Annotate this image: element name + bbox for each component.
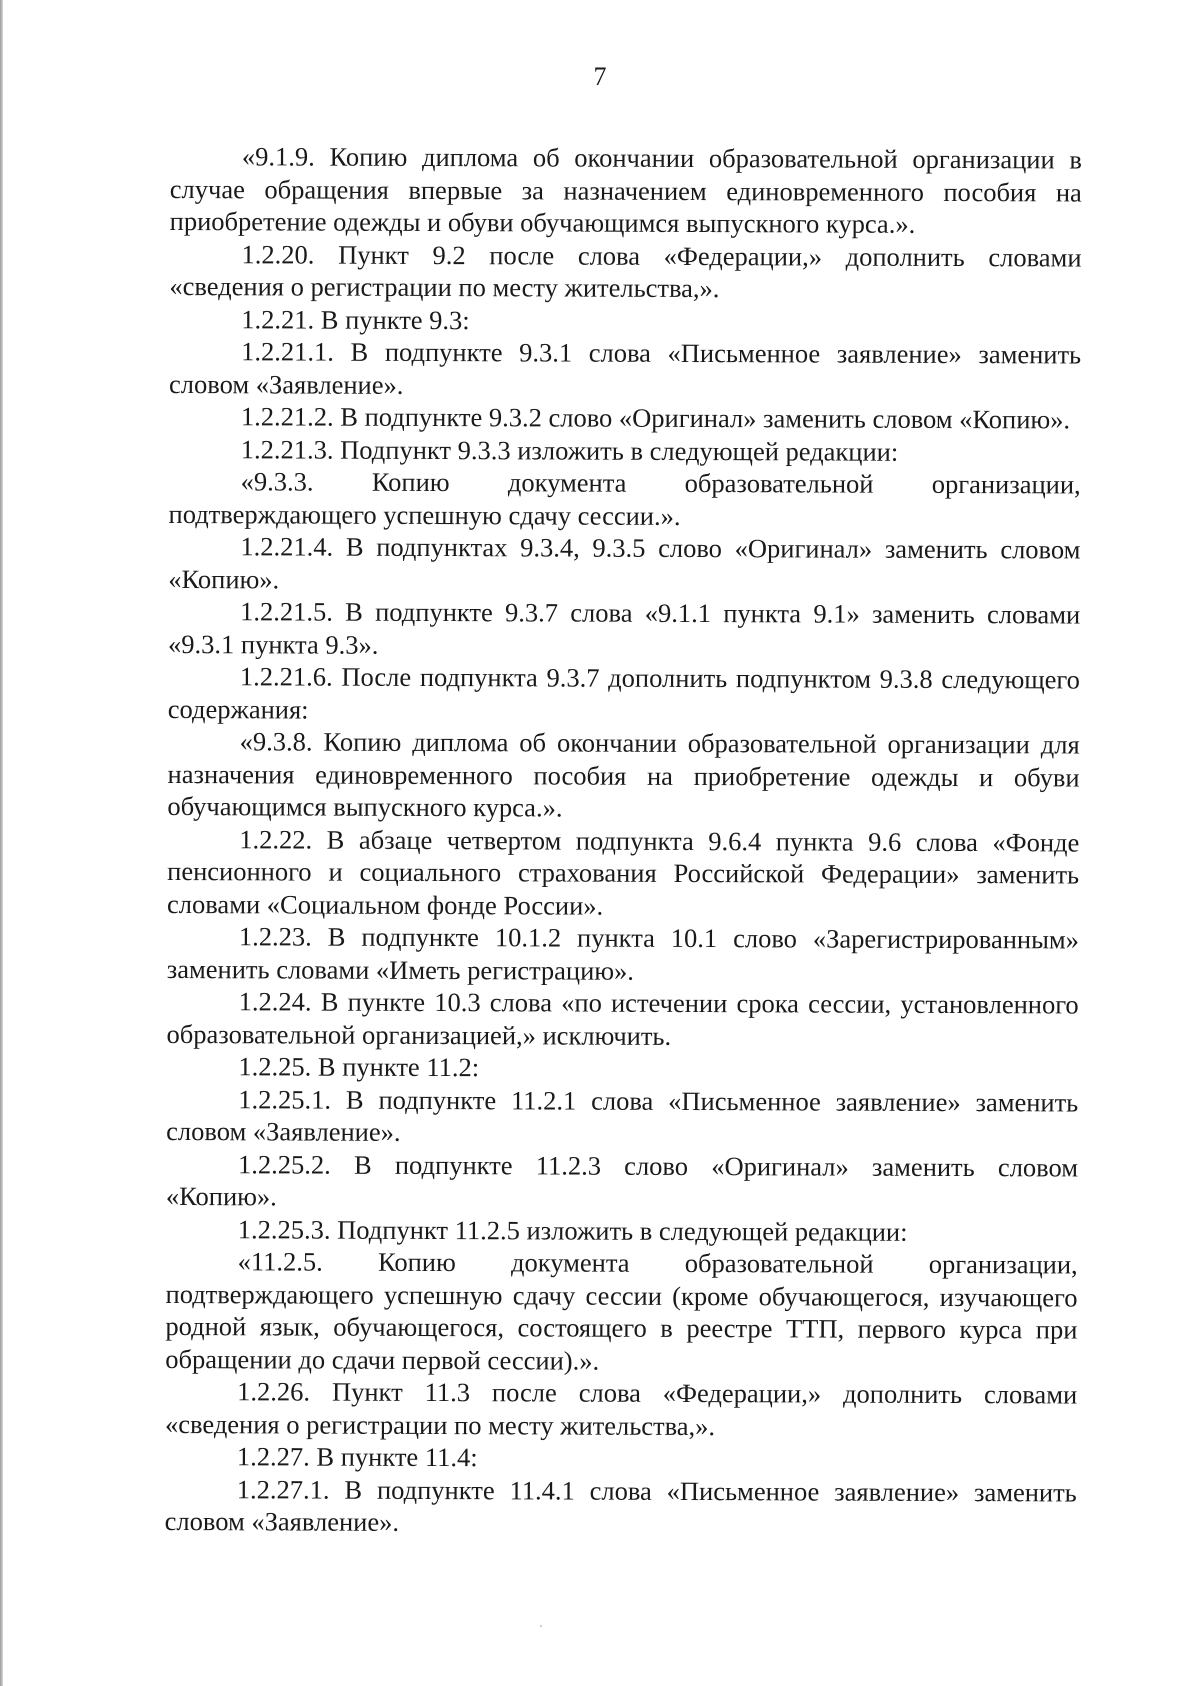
paragraph-1-2-25: 1.2.25. В пункте 11.2: — [238, 1051, 480, 1083]
paragraph-9-1-9-quote: «9.1.9. Копию диплома об окончании образовательной организации в случае обращения впервые за назначением единовременного пособия на приобретение одежды и обуви обучающимся выпускного курса.». — [169, 141, 1082, 239]
paragraph-11-2-5-quote: «11.2.5. Копию документа образовательной организации, подтверждающего успешную сдачу сессии (кроме обучающегося, изучающего родной язык, обучающегося, состоящего в реестре ТТП, первого курса при обращении до сдачи первой сессии).». — [165, 1246, 1078, 1376]
paragraph-1-2-24: 1.2.24. В пункте 10.3 слова «по истечении срока сессии, установленного образовательной организацией,» исключить. — [166, 986, 1079, 1051]
paragraph-1-2-25-3: 1.2.25.3. Подпункт 11.2.5 изложить в следующей редакции: — [237, 1213, 908, 1247]
paragraph-1-2-20: 1.2.20. Пункт 9.2 после слова «Федерации,» дополнить словами «сведения о регистрации по месту жительства,». — [169, 238, 1082, 304]
paragraph-1-2-22: 1.2.22. В абзаце четвертом подпункта 9.6.4 пункта 9.6 слова «Фонде пенсионного и социального страхования Российской Федерации» заменить словами «Социальном фонде России». — [167, 823, 1080, 921]
paragraph-1-2-26: 1.2.26. Пункт 11.3 после слова «Федерации,» дополнить словами «сведения о регистрации по месту жительства,». — [165, 1376, 1078, 1441]
paragraph-1-2-21: 1.2.21. В пункте 9.3: — [241, 303, 470, 335]
paragraph-1-2-21-3: 1.2.21.3. Подпункт 9.3.3 изложить в следующей редакции: — [240, 433, 899, 467]
page-number: 7 — [593, 62, 607, 91]
paragraph-1-2-21-2: 1.2.21.2. В подпункте 9.3.2 слово «Оригинал» заменить словом «Копию». — [240, 401, 1071, 435]
paragraph-1-2-21-5: 1.2.21.5. В подпункте 9.3.7 слова «9.1.1 пункта 9.1» заменить словами «9.3.1 пункта 9.3». — [168, 596, 1081, 660]
paragraph-1-2-21-1: 1.2.21.1. В подпункте 9.3.1 слова «Письменное заявление» заменить словом «Заявление». — [169, 336, 1082, 400]
paragraph-1-2-27-1: 1.2.27.1. В подпункте 11.4.1 слова «Письменное заявление» заменить словом «Заявление». — [164, 1473, 1077, 1537]
paragraph-1-2-21-6: 1.2.21.6. После подпункта 9.3.7 дополнить подпунктом 9.3.8 следующего содержания: — [167, 661, 1080, 725]
document-body — [165, 140, 1082, 1541]
paragraph-1-2-25-1: 1.2.25.1. В подпункте 11.2.1 слова «Письменное заявление» заменить словом «Заявление». — [166, 1083, 1079, 1147]
paragraph-1-2-25-2: 1.2.25.2. В подпункте 11.2.3 слово «Оригинал» заменить словом «Копию». — [165, 1148, 1079, 1212]
paragraph-1-2-23: 1.2.23. В подпункте 10.1.2 пункта 10.1 слово «Зарегистрированным» заменить словами «Иметь регистрацию». — [166, 921, 1079, 986]
paragraph-1-2-27: 1.2.27. В пункте 11.4: — [236, 1441, 478, 1473]
paragraph-9-3-3-quote: «9.3.3. Копию документа образовательной организации, подтверждающего успешную сдачу сессии.». — [168, 466, 1081, 531]
scan-speck — [540, 1625, 542, 1627]
paragraph-9-3-8-quote: «9.3.8. Копию диплома об окончании образовательной организации для назначения единовременного пособия на приобретение одежды и обуви обучающимся выпускного курса.». — [167, 726, 1080, 823]
paragraph-1-2-21-4: 1.2.21.4. В подпунктах 9.3.4, 9.3.5 слово «Оригинал» заменить словом «Копию». — [168, 531, 1081, 594]
